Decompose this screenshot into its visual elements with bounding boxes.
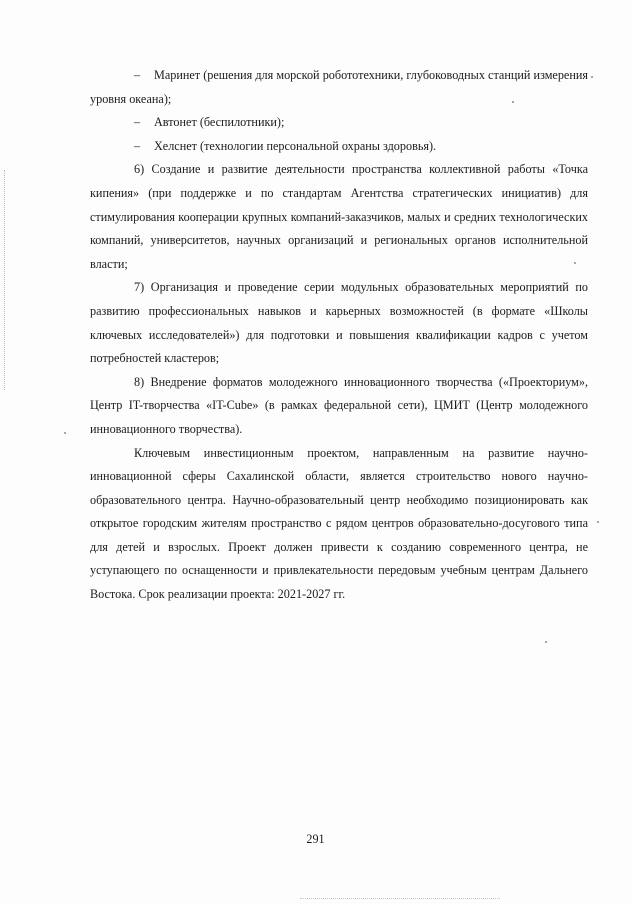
- scan-speck: [597, 521, 599, 523]
- scan-speck: [591, 76, 593, 78]
- dash-bullet: –: [134, 138, 141, 153]
- list-item-text: Автонет (беспилотники);: [154, 115, 285, 130]
- list-item-marinet: [90, 64, 588, 111]
- dash-bullet: –: [134, 68, 141, 82]
- scan-edge-artifact-bottom: [300, 898, 500, 901]
- paragraph-key-project: Ключевым инвестиционным проектом, направленным на развитие научно-инновационной сферы Сахалинской области, является строительство нового научно-образовательного центра. Научно-образовательный центр необходимо позиционировать как открытое городским жителям пространство с рядом центров образовательно-досугового типа для детей и взрослых. Проект должен привести к созданию современного центра, не уступающего по оснащенности и привлекательности передовым учебным центрам Дальнего Востока. Срок реализации проекта: 2021-2027 гг.: [90, 445, 588, 602]
- scan-speck: [64, 432, 66, 434]
- page-number: 291: [306, 832, 325, 846]
- body-text: [90, 64, 588, 607]
- list-item-text: Хелснет (технологии персональной охраны здоровья).: [154, 138, 437, 153]
- paragraph-item-7: 7) Организация и проведение серии модульных образовательных мероприятий по развитию профессиональных навыков и карьерных возможностей (в формате «Школы ключевых исследователей») для подготовки и повышения квалификации кадров с учетом потребностей кластеров;: [90, 280, 588, 366]
- paragraph-item-8: 8) Внедрение форматов молодежного инновационного творчества («Проекториум», Центр IT-творчества «IT-Cube» (в рамках федеральной сети), ЦМИТ (Центр молодежного инновационного творчества).: [90, 374, 588, 436]
- paragraph-item-6: 6) Создание и развитие деятельности пространства коллективной работы «Точка кипения» (при поддержке и по стандартам Агентства стратегических инициатив) для стимулирования кооперации крупных компаний-заказчиков, малых и средних технологических компаний, университетов, научных организаций и региональных органов исполнительной власти;: [90, 162, 588, 271]
- list-item-avtonet: [90, 111, 588, 135]
- dash-bullet: –: [134, 115, 141, 130]
- scan-edge-artifact: [4, 170, 7, 390]
- list-item-text: Маринет (решения для морской робототехники, глубоководных станций измерения уровня океана);: [90, 68, 588, 106]
- list-item-helsnet: [90, 135, 588, 159]
- scan-speck: [545, 641, 547, 643]
